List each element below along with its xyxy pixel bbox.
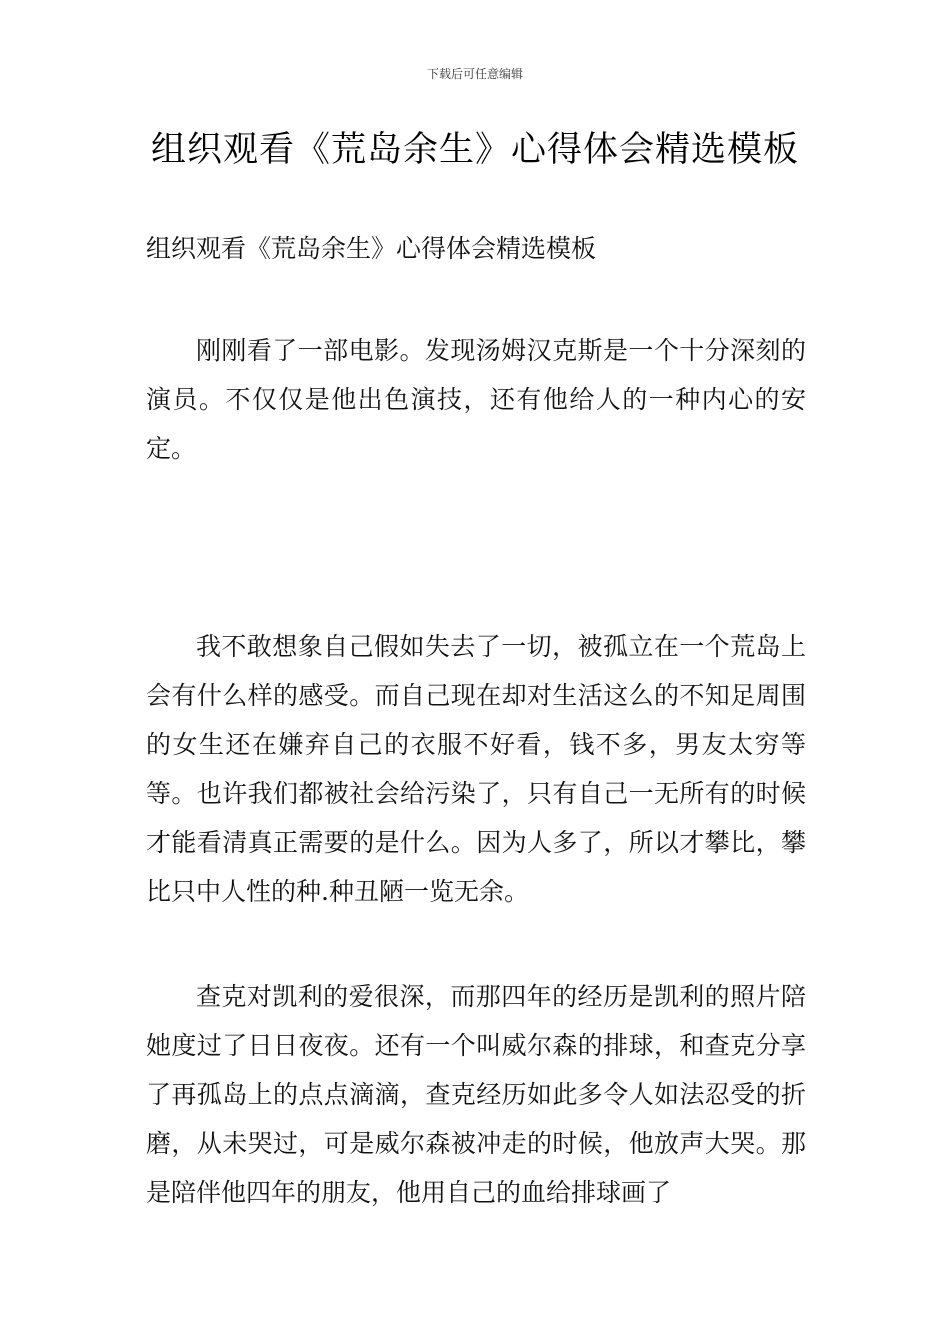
document-subtitle: 组织观看《荒岛余生》心得体会精选模板 <box>146 234 597 263</box>
paragraph-1: 刚刚看了一部电影。发现汤姆汉克斯是一个十分深刻的演员。不仅仅是他出色演技，还有他给人的一种内心的安定。 <box>146 336 806 463</box>
header-note: 下载后可任意编辑 <box>426 67 523 81</box>
document-title: 组织观看《荒岛余生》心得体会精选模板 <box>150 130 799 170</box>
paragraph-3: 查克对凯利的爱很深，而那四年的经历是凯利的照片陪她度过了日日夜夜。还有一个叫威尔森的排球，和查克分享了再孤岛上的点点滴滴，查克经历如此多令人如法忍受的折磨，从未哭过，可是威尔森被冲走的时候，他放声大哭。那是陪伴他四年的朋友，他用自己的血给排球画了 <box>146 982 806 1207</box>
paragraph-2: 我不敢想象自己假如失去了一切，被孤立在一个荒岛上会有什么样的感受。而自己现在却对生活这么的不知足周围的女生还在嫌弃自己的衣服不好看，钱不多，男友太穷等等。也许我们都被社会给污染了，只有自己一无所有的时候才能看清真正需要的是什么。因为人多了，所以才攀比，攀比只中人性的种.种丑陋一览无余。 <box>146 632 806 906</box>
